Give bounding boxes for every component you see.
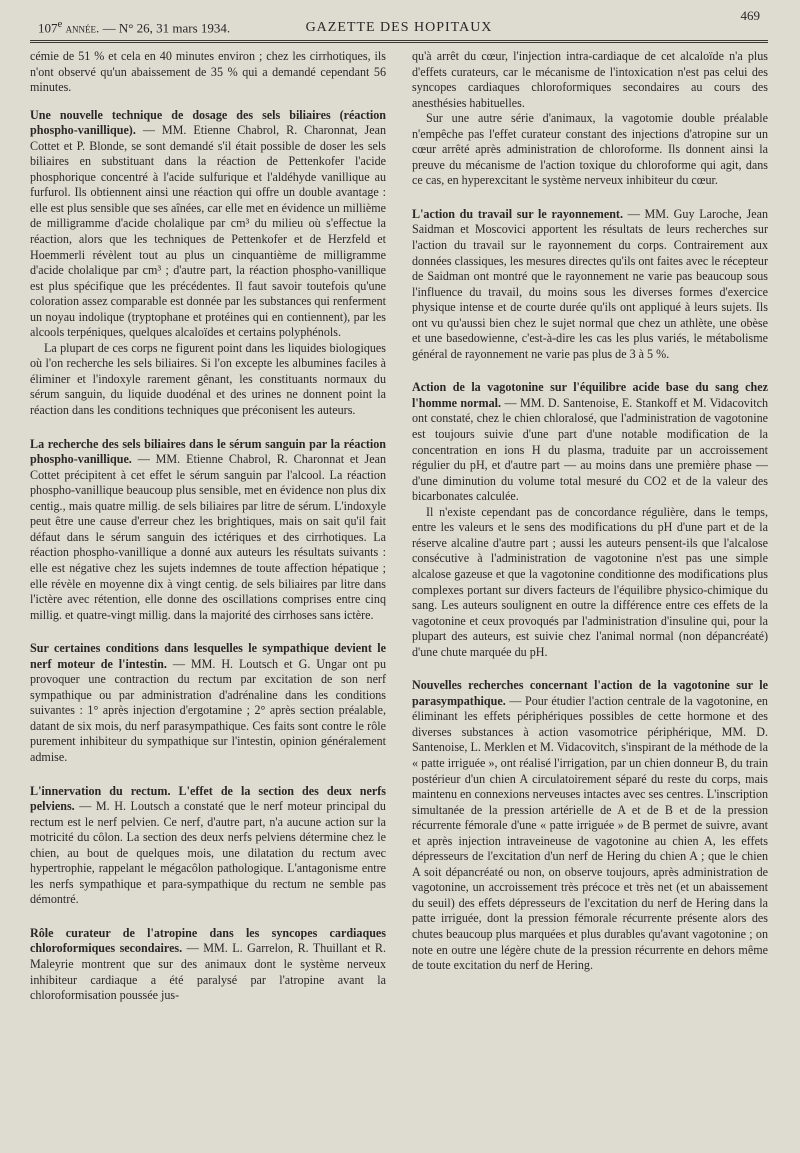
article-body: ont pu provoquer une contraction du rectum par excitation de son nerf sympathique ou par administration d'adrénaline dans les conditions suivantes : 1° après injection d'ergotamine ; 2° après section préalable, datant de six mois, du nerf parasympathique. Ces faits sont contre le rôle purement inhibiteur du sympathique sur l'intestin, opinion généralement admise.	[30, 656, 386, 764]
article-body: apportent les résultats de leurs recherches sur l'action du travail sur le rayonnement du corps. Contrairement aux données classiques, les mesures directes qu'ils ont faites avec le récepteur de Saidman ont montré que le rayonnement ne varie pas beaucoup sous l'influence du travail, du moins sous les diverses formes d'exercice physique intense et de courte durée qu'ils ont appliqué à leurs sujets. Ils ont vu qu'aussi bien chez le sujet normal que chez un athlète, une obèse et une basedowienne, c'est-à-dire les cas les plus variés, le métabolisme général de rayonnement ne varie pas plus de 3 à 5 %.	[412, 222, 768, 361]
issue-date: — N° 26, 31 mars 1934.	[102, 20, 231, 35]
article-paragraph	[412, 380, 768, 504]
article-vagotonine-acid-base	[412, 380, 768, 660]
article-title: Nouvelles recherches concernant l'action de la vagotonine sur le parasympathique.	[412, 678, 768, 708]
left-column	[30, 49, 386, 1010]
volume-number: 107	[38, 20, 58, 35]
article-authors: — MM. Etienne Chabrol, R. Charonnat, Jean Cottet et P. Blonde,	[30, 123, 386, 153]
article-atropine-continuation	[412, 49, 768, 189]
article-paragraph	[30, 641, 386, 765]
article-authors: — Pour étudier l'action centrale de la vagotonine, en éliminant les effets périphériques possibles de cette hormone et des diverses substances à action vasomotrice périphérique, MM. D. Santenoise, L. Merklen et M. Vidacovitch,	[412, 693, 768, 755]
page-number: 469	[740, 8, 760, 23]
article-continuation	[30, 49, 386, 96]
article-paragraph	[30, 926, 386, 1004]
article-paragraph	[30, 784, 386, 908]
article-paragraph	[30, 108, 386, 341]
article-body: cémie de 51 % et cela en 40 minutes environ ; chez les cirrhotiques, ils n'ont observé qu'un abaissement de 35 % qui a demandé cependant 56 minutes.	[30, 49, 386, 95]
article-body: a constaté que le nerf moteur principal du rectum est le nerf pelvien. Ce nerf, d'autre part, n'a aucune action sur la motricité du côlon. La section des deux nerfs pelviens détermine chez le chien, au bout de quelques mois, une dilatation du rectum avec hypertrophie, rappelant le mégacôlon pathologique. L'antagonisme entre les nerfs sympathique et para-sympathique du rectum ne semble pas démontré.	[30, 799, 386, 907]
article-title: Rôle curateur de l'atropine dans les syncopes cardiaques chloroformiques secondaires.	[30, 925, 386, 956]
article-paragraph	[30, 437, 386, 624]
article-authors: — MM. L. Garrelon, R. Thuillant et R. Maleyrie	[30, 941, 387, 971]
article-body: ont constaté, chez le chien chloralosé, que l'administration de vagotonine est toujours suivie d'une part d'une notable modification de la concentration en ions H du plasma, traduite par un accroissement régulier du pH, et d'autre part — au moins dans une première phase — d'une diminution du volume total mesuré du CO2 et de la valeur des bicarbonates calculée.	[412, 411, 768, 504]
article-vagotonine-parasympathetic	[412, 678, 768, 973]
article-paragraph	[412, 678, 768, 973]
article-title: L'action du travail sur le rayonnement.	[412, 206, 623, 221]
article-paragraph-2: Il n'existe cependant pas de concordance régulière, dans le temps, entre les valeurs et le sens des modifications du pH d'une part et de la réserve alcaline d'autre part ; aussi les auteurs pensent-ils que l'alcalose consécutive à l'administration de vagotonine n'est pas une simple alcalose gazeuse et que la vagotonine conditionne des modifications plus complexes portant sur divers facteurs de l'équilibre physico-chimique du sang. Les auteurs soulignent en outre la différence entre ces effets de la vagotonine et ceux provoqués par l'administration d'insuline qui, pour la plupart des auteurs, est suivie chez l'animal normal (non dépancréaté) d'une chute marquée du pH.	[412, 504, 768, 659]
article-body: qu'à arrêt du cœur, l'injection intra-cardiaque de cet alcaloïde n'a plus d'effets curateurs, car le mécanisme de l'intoxication n'est pas celui des syncopes cardiaques chloroformiques secondaires au cours des anesthésies habituelles.	[412, 49, 768, 110]
article-authors: — MM. D. Santenoise, E. Stankoff et M. Vidacovitch	[504, 395, 768, 410]
article-authors: — M. H. Loutsch	[79, 799, 170, 814]
article-title: Une nouvelle technique de dosage des sels biliaires (réaction phospho-vanillique).	[30, 107, 386, 138]
article-body: se sont demandé s'il était possible de doser les sels biliaires en substituant dans la réaction de Pettenkofer l'acide phosphorique concentré à l'acide sulfurique et l'aldéhyde vanillique au furfurol. Ils obtiennent ainsi une réaction qui offre un double avantage : elle est plus sensible que ses aînées, car elle met en évidence un millième de milligramme d'acide cholalique par cm³ du milieu où s'effectue la réaction, alors que les techniques de Pettenkofer et de Herzfeld et Hoemmerli révèlent tout au plus un cinquantième de milligramme d'acide cholalique par cm³ ; d'autre part, la réaction phospho-vanillique est plus spécifique que les précédentes. Il faut savoir toutefois qu'une coloration assez comparable est donnée par les substances qui renferment un noyau indolique (tryptophane et protéines qui en contiennent), par les alcools terpéniques, quelques alcaloïdes et certains polyphénols.	[30, 138, 386, 340]
article-authors: — MM. Guy Laroche, Jean Saidman et Moscovici	[412, 206, 769, 237]
article-title: Sur certaines conditions dans lesquelles le sympathique devient le nerf moteur de l'intestin.	[30, 641, 386, 671]
article-paragraph-2: La plupart de ces corps ne figurent point dans les liquides biologiques où l'on recherche les sels biliaires. Si l'on excepte les albumines faciles à éliminer et l'indoxyle rarement gênant, les constituants normaux du sérum sanguin, du liquide duodénal et des urines ne donnent point la réaction dans les conditions techniques que préconisent les auteurs.	[30, 340, 386, 418]
article-atropine	[30, 926, 386, 1004]
volume-suffix: e	[57, 17, 63, 30]
article-rectum-innervation	[30, 784, 386, 908]
article-body: s'inspirant de la méthode de la « patte irriguée », ont réalisé l'irrigation, par un chien donneur B, du train postérieur d'un chien A circulatoirement séparé du reste du corps, mais maintenu en connexions nerveuses intactes avec ses centres. L'inscription simultanée de la pression artérielle de A et de B et de la pression récurrente fémorale d'une « patte irriguée » de B permet de suivre, avant et après injection intraveineuse de vagotonine au chien A, les effets dépresseurs de l'excitation d'un nerf de Hering du chien A ; que le chien A soit dépancréaté ou non, on observe toujours, après administration de vagotonine, un accroissement très précoce et très net (et un abaissement du seuil) des effets dépresseurs de l'excitation du nerf de Hering dans la patte irriguée, dont la pression fémorale récurrente présente alors des chutes beaucoup plus marquées et plus durables qu'avant vagotonine ; on note en outre une légère chute de la pression récurrente en dehors même de toute excitation du nerf de Hering.	[412, 740, 768, 973]
article-body: montrent que sur des animaux dont le système nerveux inhibiteur cardiaque a été paralysé par l'atropine avant la chloroformisation poussée jus-	[30, 956, 386, 1003]
article-title: La recherche des sels biliaires dans le sérum sanguin par la réaction phospho-vanillique.	[30, 436, 386, 467]
journal-title: GAZETTE DES HOPITAUX	[305, 20, 493, 35]
article-sympathetic	[30, 641, 386, 765]
article-work-radiation	[412, 207, 768, 362]
article-paragraph	[412, 207, 768, 362]
article-title: Action de la vagotonine sur l'équilibre acide base du sang chez l'homme normal.	[412, 380, 768, 410]
article-paragraph-2: Sur une autre série d'animaux, la vagotomie double préalable n'empêche pas l'effet curateur constant des injections d'atropine sur un cœur arrêté après administration de chloroforme. Ils donnent ainsi la preuve du mécanisme de l'action toxique du chloroforme qui agit, dans ce cas, en hyperexcitant le système nerveux inhibiteur du cœur.	[412, 111, 768, 188]
article-title: L'innervation du rectum. L'effet de la section des deux nerfs pelviens.	[30, 783, 386, 814]
article-authors: — MM. H. Loutsch et G. Ungar	[172, 656, 347, 671]
year-word: année.	[65, 20, 100, 35]
right-column	[412, 49, 768, 1010]
article-body: précipitent à cet effet le sérum sanguin par l'alcool. La réaction phospho-vanillique beaucoup plus sensible, met en évidence non plus dix centig., mais quatre millig. de sels biliaires par litre de sérum. L'indoxyle peut être une cause d'erreur chez les brightiques, mais on sait qu'il fait défaut dans le sérum sanguin des ictériques et des cirrhotiques. La réaction phospho-vanillique a donné aux auteurs les résultats suivants : elle est négative chez les sujets indemnes de toute affection hépatique ; elle révèle en moyenne dix à vingt centig. de sels biliaires par litre dans l'ictère avec rétention, elle donne des oscillations comprises entre cinq millig. et quatre-vingt millig. dans la majorité des cirrhoses sans ictère.	[30, 467, 386, 622]
article-bile-salts-technique	[30, 108, 386, 419]
article-bile-salts-serum	[30, 437, 386, 624]
article-columns	[30, 49, 768, 1010]
running-header	[30, 10, 768, 43]
article-authors: — MM. Etienne Chabrol, R. Charonnat et Jean Cottet	[30, 452, 386, 482]
